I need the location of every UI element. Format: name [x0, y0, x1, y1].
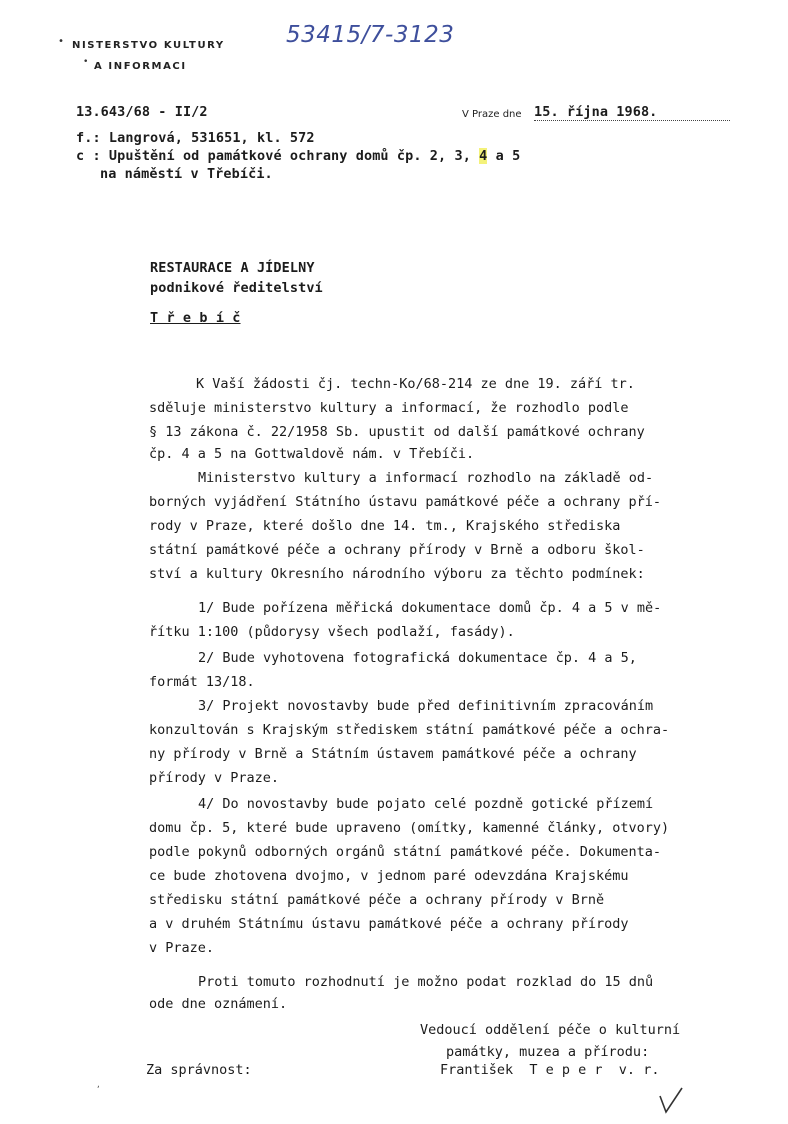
condition-4-cont: ce bude zhotovena dvojmo, v jednom paré odevzdána Krajskému [149, 868, 629, 884]
margin-mark: , [96, 1080, 101, 1089]
body-line: K Vaší žádosti čj. techn-Ko/68-214 ze dne 19. září tr. [196, 376, 635, 392]
condition-4-cont: domu čp. 5, které bude upraveno (omítky, kamenné články, otvory) [149, 820, 670, 836]
body-line: borných vyjádření Státního ústavu památkové péče a ochrany pří- [149, 494, 662, 510]
condition-1-cont: řítku 1:100 (půdorysy všech podlaží, fasády). [149, 624, 515, 640]
condition-3: 3/ Projekt novostavby bude před definitivním zpracováním [198, 698, 654, 714]
body-line: čp. 4 a 5 na Gottwaldově nám. v Třebíči. [149, 446, 475, 462]
condition-3-cont: přírody v Praze. [149, 770, 280, 786]
condition-2: 2/ Bude vyhotovena fotografická dokumentace čp. 4 a 5, [198, 650, 637, 666]
za-spravnost-label: Za správnost: [146, 1062, 252, 1078]
handwritten-check-mark [652, 1086, 692, 1118]
reference-number: 13.643/68 - II/2 [76, 104, 208, 120]
addressee-line2: podnikové ředitelství [150, 280, 323, 296]
c-line-suffix: a 5 [487, 148, 521, 164]
c-line-prefix: c : Upuštění od památkové ochrany domů čp. 2, 3, [76, 148, 480, 164]
condition-4-cont: a v druhém Státnímu ústavu památkové péče a ochrany přírody [149, 916, 629, 932]
letterhead-mark: • [83, 57, 89, 67]
body-line: státní památkové péče a ochrany přírody v Brně a odboru škol- [149, 542, 645, 558]
c-line [76, 148, 520, 164]
c-line-2: na náměstí v Třebíči. [100, 166, 273, 182]
letterhead-mark: • [58, 36, 65, 47]
handwritten-reference: 53415/7-3123 [286, 22, 455, 48]
c-line-highlight: 4 [479, 148, 488, 164]
body-line: ství a kultury Okresního národního výboru za těchto podmínek: [149, 566, 645, 582]
addressee-line1: RESTAURACE A JÍDELNY [150, 260, 315, 276]
signatory-name: František T e p e r v. r. [440, 1062, 660, 1078]
condition-4-cont: v Praze. [149, 940, 215, 956]
condition-4: 4/ Do novostavby bude pojato celé pozdně gotické přízemí [198, 796, 654, 812]
condition-1: 1/ Bude pořízena měřická dokumentace domů čp. 4 a 5 v mě- [198, 600, 662, 616]
condition-2-cont: formát 13/18. [149, 674, 255, 690]
place-date-label: V Praze dne [462, 109, 522, 120]
body-line: Ministerstvo kultury a informací rozhodlo na základě od- [198, 470, 654, 486]
appeal-line: Proti tomuto rozhodnutí je možno podat rozklad do 15 dnů [198, 974, 654, 990]
f-line: f.: Langrová, 531651, kl. 572 [76, 130, 315, 146]
place-date-value: 15. října 1968. [534, 104, 730, 121]
body-line: rody v Praze, které došlo dne 14. tm., Krajského střediska [149, 518, 621, 534]
appeal-line: ode dne oznámení. [149, 996, 288, 1012]
signatory-title-line1: Vedoucí oddělení péče o kulturní [420, 1022, 681, 1038]
condition-4-cont: podle pokynů odborných orgánů státní památkové péče. Dokumenta- [149, 844, 662, 860]
signatory-title-line2: památky, muzea a přírodu: [446, 1044, 650, 1060]
body-line: sděluje ministerstvo kultury a informací, že rozhodlo podle [149, 400, 629, 416]
ministry-name-line1: NISTERSTVO KULTURY [72, 40, 225, 51]
body-line: § 13 zákona č. 22/1958 Sb. upustit od další památkové ochrany [149, 424, 645, 440]
ministry-name-line2: A INFORMACI [94, 61, 187, 72]
condition-4-cont: středisku státní památkové péče a ochrany přírody v Brně [149, 892, 605, 908]
condition-3-cont: ny přírody v Brně a Státním ústavem památkové péče a ochrany [149, 746, 637, 762]
condition-3-cont: konzultován s Krajským střediskem státní památkové péče a ochra- [149, 722, 670, 738]
addressee-city: T ř e b í č [150, 310, 241, 326]
